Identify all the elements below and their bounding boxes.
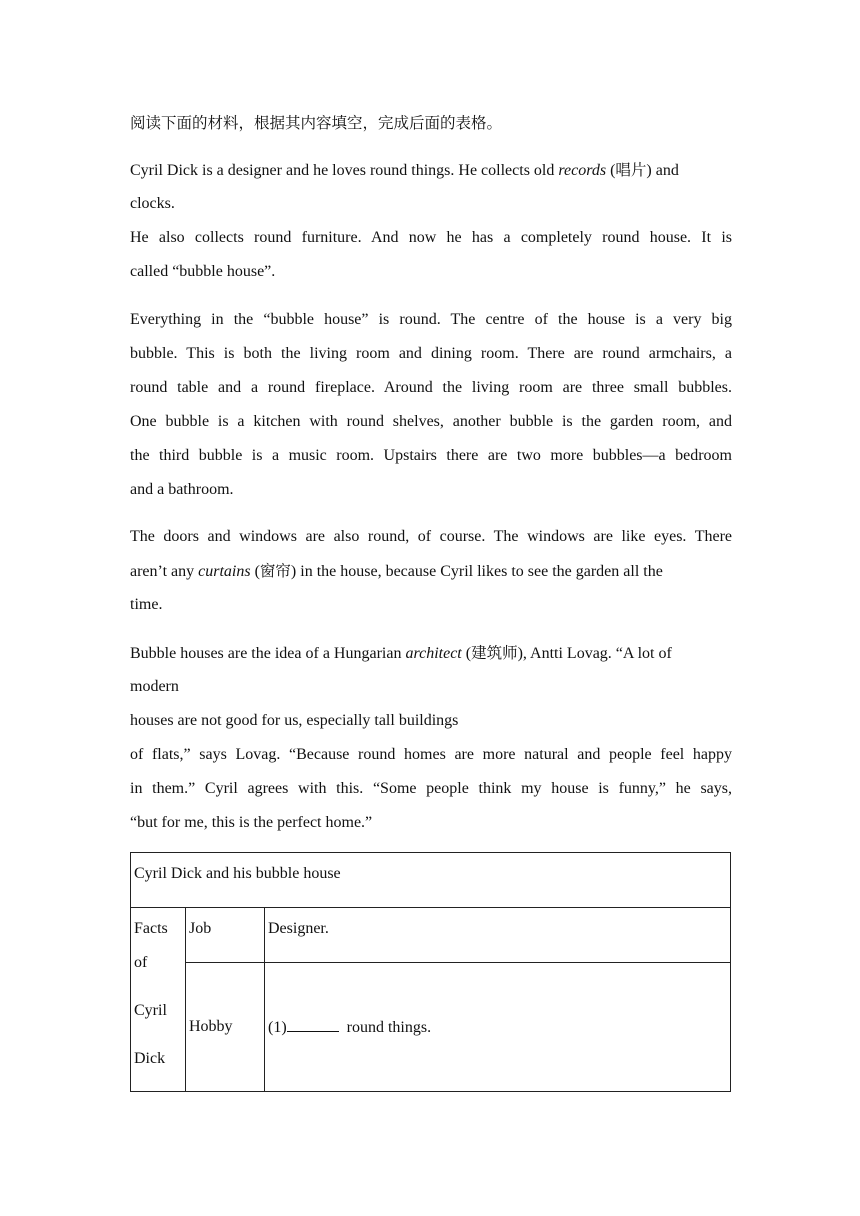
paragraph-4-line-4: of flats,” says Lovag. “Because round homes are more natural and people feel happy [130,746,732,763]
paragraph-2-line-5: the third bubble is a music room. Upstairs there are two more bubbles—a bedroom [130,447,732,464]
facts-label-line: of [134,954,148,971]
paragraph-1-line-3: He also collects round furniture. And now he has a completely round house. It is [130,229,732,246]
paragraph-4-line-5: in them.” Cyril agrees with this. “Some people think my house is funny,” he says, [130,780,732,797]
job-value: Designer. [268,920,329,937]
facts-label-line: Facts [134,920,168,937]
paragraph-2-line-1: Everything in the “bubble house” is round. The centre of the house is a very big [130,311,732,328]
term-curtains: curtains [198,563,251,580]
table-title: Cyril Dick and his bubble house [134,865,341,882]
paragraph-3-line-3: time. [130,596,163,613]
term-architect: architect [405,645,462,662]
paragraph-1-line-4: called “bubble house”. [130,263,276,280]
facts-label [131,905,185,1083]
instruction-text: 阅读下面的材料，根据其内容填空，完成后面的表格。 [130,114,503,132]
paragraph-2-line-3: round table and a round fireplace. Around the living room are three small bubbles. [130,379,732,396]
paragraph-4-line-3: houses are not good for us, especially tall buildings [130,712,459,729]
hobby-label-cell [186,963,265,1092]
hobby-value [265,1017,730,1038]
hobby-value-cell [265,963,731,1092]
paragraph-3-line-2: aren’t any curtains (窗帘) in the house, because Cyril likes to see the garden all the [130,562,663,580]
paragraph-2-line-6: and a bathroom. [130,481,234,498]
table-row-hobby [131,963,731,1092]
facts-label-line: Dick [134,1050,166,1067]
paragraph-2-line-4: One bubble is a kitchen with round shelves, another bubble is the garden room, and [130,413,732,430]
paragraph-1-line-2: clocks. [130,195,175,212]
facts-label-cell [131,908,186,1092]
paragraph-4-line-1: Bubble houses are the idea of a Hungarian architect (建筑师), Antti Lovag. “A lot of [130,644,672,662]
job-label: Job [189,920,212,937]
paragraph-4-line-2: modern [130,678,179,695]
table-title-row [131,853,731,908]
table-title-cell [131,853,731,908]
paragraph-4-line-6: “but for me, this is the perfect home.” [130,814,373,831]
paragraph-1-line-1: Cyril Dick is a designer and he loves round things. He collects old records (唱片) and [130,161,679,179]
term-records: records [558,162,607,179]
paragraph-2-line-2: bubble. This is both the living room and dining room. There are round armchairs, a [130,345,732,362]
paragraph-3-line-1: The doors and windows are also round, of course. The windows are like eyes. There [130,528,732,545]
hobby-value-text: round things. [346,1018,432,1036]
job-label-cell [186,908,265,963]
job-value-cell [265,908,731,963]
answer-blank-1[interactable] [287,1017,339,1032]
summary-table [130,852,731,1092]
blank-number: (1) [268,1018,287,1036]
hobby-label: Hobby [189,1018,233,1035]
facts-label-line: Cyril [134,1002,167,1019]
table-row-job [131,908,731,963]
